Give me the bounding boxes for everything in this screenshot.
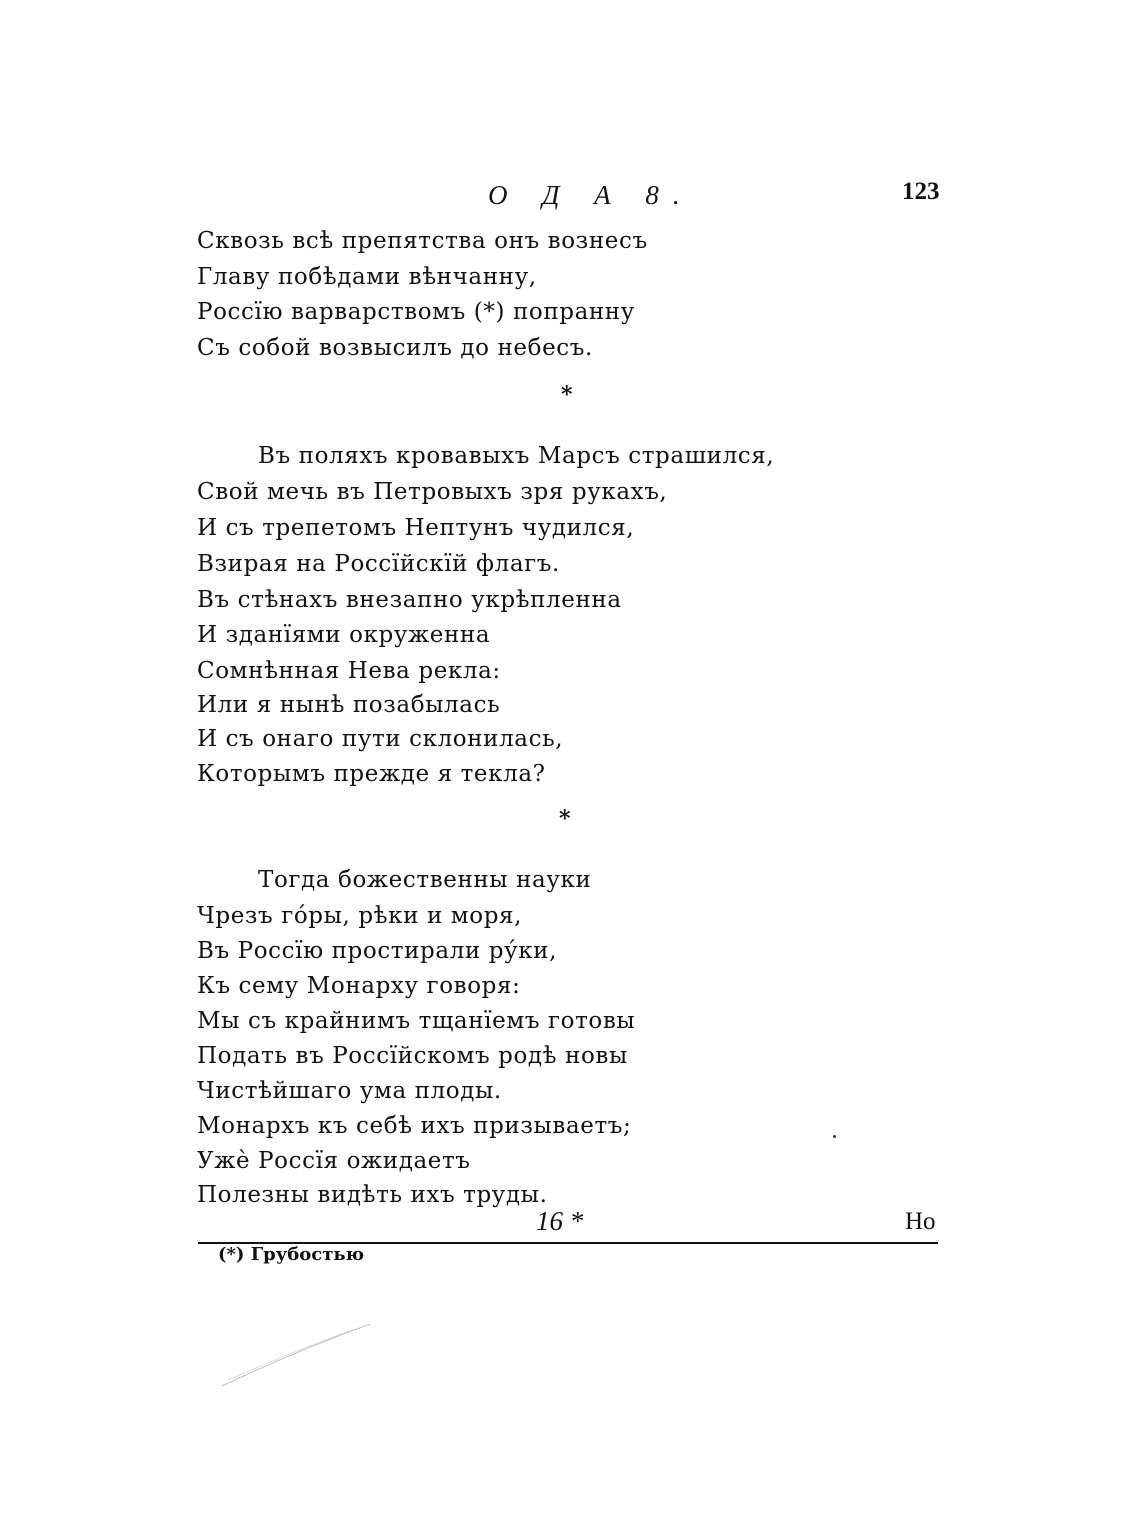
verse-line: И зданїями окруженна [197, 622, 491, 648]
verse-line: Мы съ крайнимъ тщанїемъ готовы [197, 1008, 636, 1034]
stanza-separator: * [561, 382, 573, 408]
verse-line: Полезны видѣть ихъ труды. [197, 1182, 548, 1208]
verse-line: И съ онаго пути склонилась, [197, 726, 564, 752]
verse-line: Съ собой возвысилъ до небесъ. [197, 335, 593, 361]
stanza-separator: * [559, 806, 571, 832]
verse-line: Которымъ прежде я текла? [197, 761, 546, 787]
scan-speck [833, 1135, 836, 1138]
scan-smudge [220, 1320, 380, 1390]
verse-line: Главу побѣдами вѣнчанну, [197, 264, 537, 290]
page-header-title: О Д А 8. [488, 180, 694, 210]
verse-line: Монархъ къ себѣ ихъ призываетъ; [197, 1113, 632, 1139]
verse-line: Къ сему Монарху говоря: [197, 973, 521, 999]
verse-line: И съ трепетомъ Нептунъ чудился, [197, 515, 635, 541]
verse-line: Подать въ Россїйскомъ родѣ новы [197, 1043, 628, 1069]
verse-line: Въ поляхъ кровавыхъ Марсъ страшился, [258, 443, 775, 469]
verse-line: Сомнѣнная Нева рекла: [197, 658, 501, 684]
verse-line: Сквозь всѣ препятства онъ вознесъ [197, 228, 648, 254]
signature-mark: 16 * [536, 1206, 584, 1236]
verse-line: Взирая на Россїйскїй флагъ. [197, 551, 560, 577]
verse-line: Чистѣйшаго ума плоды. [197, 1078, 502, 1104]
verse-line: Ужѐ Россїя ожидаетъ [197, 1148, 471, 1174]
verse-line: Тогда божественны науки [258, 867, 592, 893]
catchword: Но [905, 1208, 936, 1235]
verse-line: Или я нынѣ позабылась [197, 692, 501, 718]
verse-line: Россїю варварствомъ (*) попранну [197, 299, 635, 325]
page-number: 123 [902, 178, 940, 205]
verse-line: Въ стѣнахъ внезапно укрѣпленна [197, 587, 622, 613]
verse-line: Свой мечь въ Петровыхъ зря рукахъ, [197, 479, 668, 505]
footnote: (*) Грубостью [218, 1244, 365, 1265]
verse-line: Въ Россїю простирали ру́ки, [197, 938, 558, 964]
verse-line: Чрезъ го́ры, рѣки и моря, [197, 903, 523, 929]
